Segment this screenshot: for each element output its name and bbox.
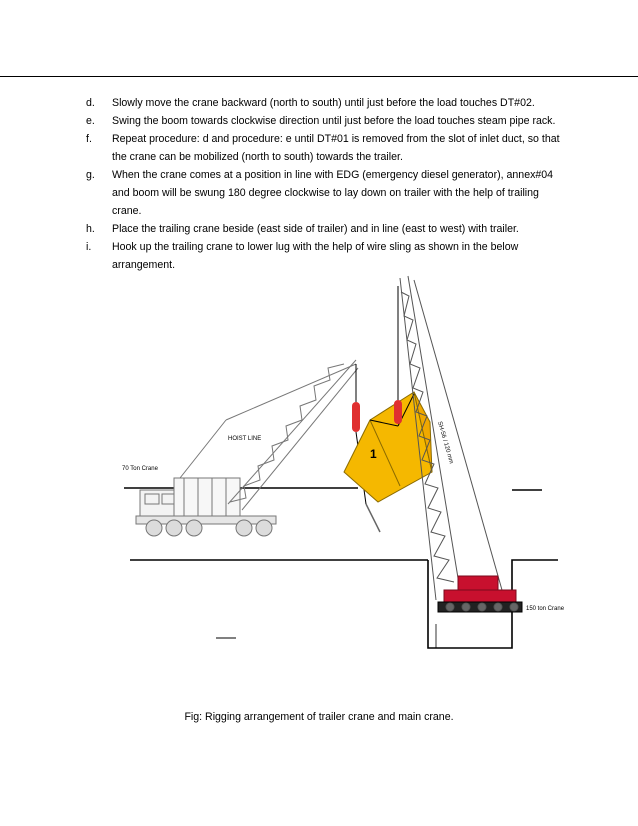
hoist-line-label: HOIST LINE <box>228 436 262 442</box>
figure-caption: Fig: Rigging arrangement of trailer crane and main crane. <box>184 711 454 723</box>
step-text: Repeat procedure: d and procedure: e until DT#01 is removed from the slot of inlet duct, so that the crane can be mobilized (north to south) towards the trailer. <box>112 133 560 163</box>
small-crane <box>136 360 358 536</box>
step-text: Slowly move the crane backward (north to south) until just before the load touches DT#02. <box>112 97 535 109</box>
small-crane-hook <box>352 402 360 432</box>
procedure-steps <box>86 94 566 274</box>
step-item <box>86 238 566 274</box>
step-item <box>86 112 566 130</box>
large-crane-hook <box>394 400 402 424</box>
rigging-arrangement-figure <box>118 272 578 652</box>
step-marker: f. <box>86 133 92 145</box>
step-marker: g. <box>86 169 95 181</box>
step-text: Swing the boom towards clockwise direction until just before the load touches steam pipe rack. <box>112 115 556 127</box>
small-crane-label: 70 Ton Crane <box>122 466 158 472</box>
step-marker: d. <box>86 97 95 109</box>
step-marker: h. <box>86 223 95 235</box>
load-number: 1 <box>370 447 377 461</box>
step-item <box>86 94 566 112</box>
step-item <box>86 130 566 166</box>
large-crane-label: 150 ton Crane <box>526 606 565 612</box>
step-text: Hook up the trailing crane to lower lug with the help of wire sling as shown in the below arrangement. <box>112 241 519 271</box>
step-marker: e. <box>86 115 95 127</box>
step-item <box>86 166 566 220</box>
step-text: When the crane comes at a position in line with EDG (emergency diesel generator), annex#04 and boom will be swung 180 degree clockwise to lay down on trailer with the help of trailing crane. <box>112 169 554 217</box>
boom-label: SH-56 / 120 mm <box>436 420 454 465</box>
step-item <box>86 220 566 238</box>
step-marker: i. <box>86 241 92 253</box>
step-text: Place the trailing crane beside (east side of trailer) and in line (east to west) with trailer. <box>112 223 519 235</box>
header-rule <box>0 76 638 77</box>
large-crane <box>400 276 522 612</box>
